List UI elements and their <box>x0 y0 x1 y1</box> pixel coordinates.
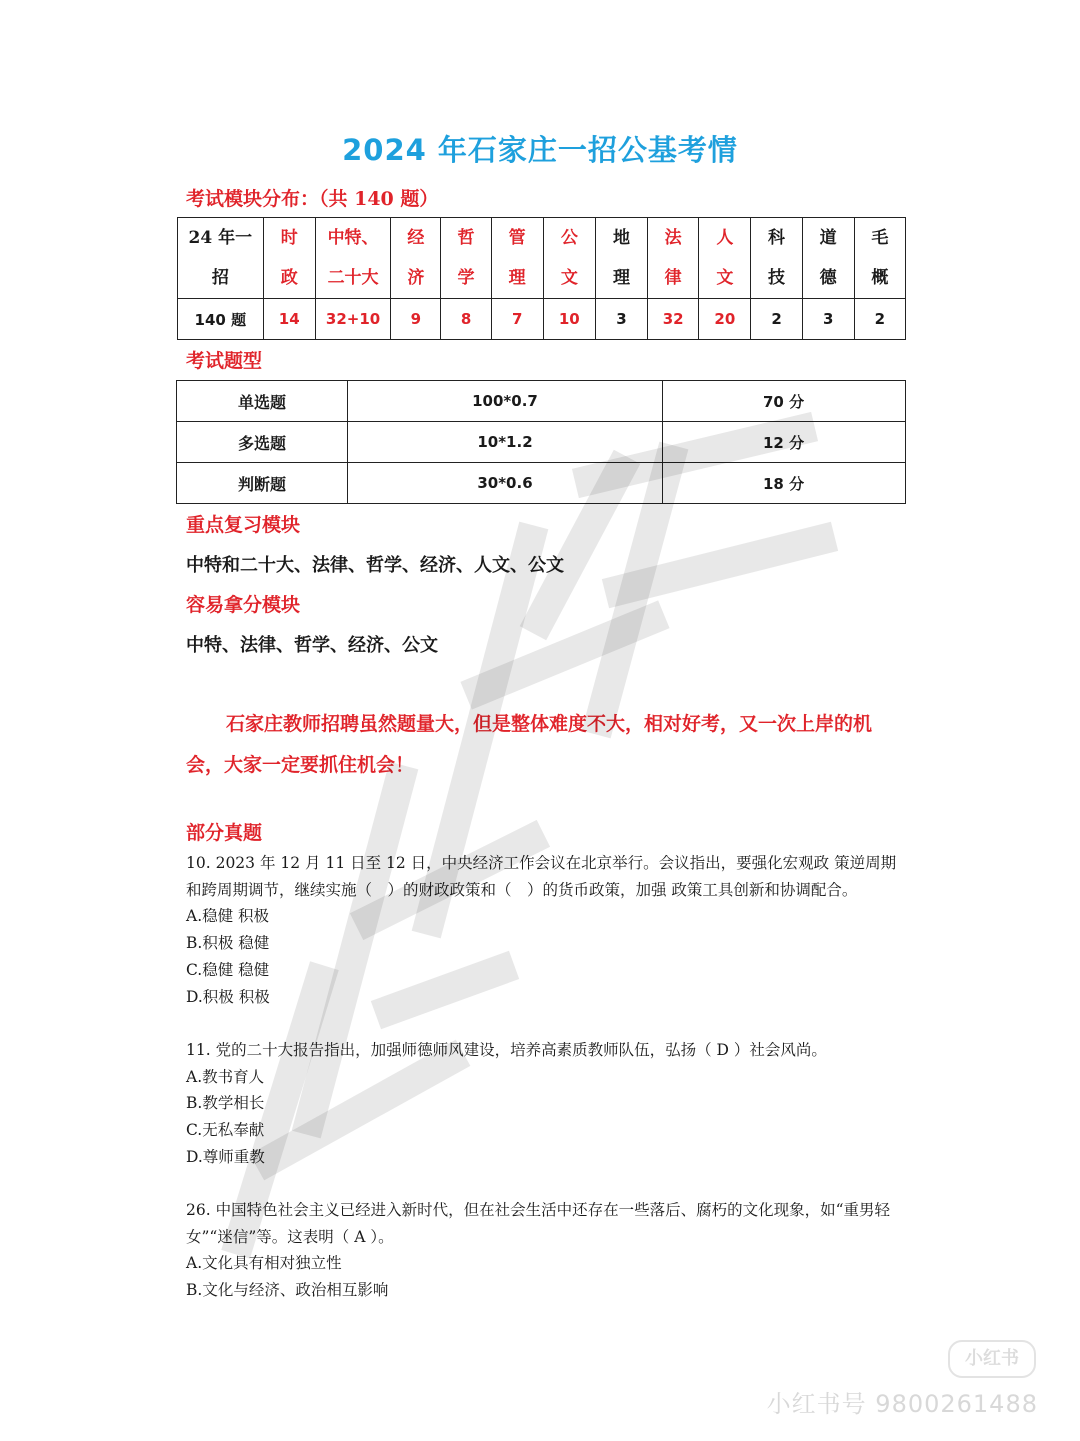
module-cell <box>854 218 905 299</box>
type-score-cell: 18 分 <box>663 463 906 504</box>
module-line: 德 <box>819 268 837 288</box>
question-26 <box>186 1197 898 1304</box>
module-line: 毛 <box>871 228 889 248</box>
type-score-cell: 70 分 <box>663 381 906 422</box>
type-score-cell: 12 分 <box>663 422 906 463</box>
question-option: C.稳健 稳健 <box>186 960 270 979</box>
module-line: 管 <box>508 228 526 248</box>
count-cell: 2 <box>854 299 905 340</box>
count-cell: 10 <box>543 299 595 340</box>
module-cell <box>751 218 802 299</box>
module-line: 法 <box>664 228 682 248</box>
question-11 <box>186 1037 898 1171</box>
section-heading-types: 考试题型 <box>186 350 263 372</box>
module-cell <box>491 218 543 299</box>
module-line: 人 <box>716 228 734 248</box>
table-row <box>177 381 906 422</box>
count-cell: 3 <box>802 299 854 340</box>
count-cell: 7 <box>491 299 543 340</box>
module-line: 科 <box>768 228 786 248</box>
key-modules-text: 中特和二十大、法律、哲学、经济、人文、公文 <box>186 555 564 576</box>
question-stem: 26. 中国特色社会主义已经进入新时代，但在社会生活中还存在一些落后、腐朽的文化现象，如“重男轻女”“迷信”等。这表明（ A ）。 <box>186 1201 891 1246</box>
total-cell: 140 题 <box>178 299 264 340</box>
type-name-cell: 单选题 <box>177 381 348 422</box>
user-id-watermark: 小红书号 9800261488 <box>766 1390 1038 1418</box>
module-cell <box>648 218 699 299</box>
module-line: 文 <box>716 268 734 288</box>
module-line: 理 <box>508 268 526 288</box>
question-option: C.无私奉献 <box>186 1121 265 1140</box>
module-line: 地 <box>612 228 630 248</box>
type-formula-cell: 10*1.2 <box>348 422 663 463</box>
module-line: 概 <box>871 268 889 288</box>
module-line: 政 <box>280 268 298 288</box>
count-cell: 32 <box>648 299 699 340</box>
count-cell: 9 <box>391 299 441 340</box>
question-10 <box>186 850 898 1010</box>
module-line: 中特、 <box>327 228 379 248</box>
table-row <box>177 463 906 504</box>
module-line: 二十大 <box>327 268 379 288</box>
module-line: 学 <box>457 268 475 288</box>
header-line: 24 年一 <box>188 228 253 248</box>
type-name-cell: 判断题 <box>177 463 348 504</box>
type-formula-cell: 100*0.7 <box>348 381 663 422</box>
section-heading-key: 重点复习模块 <box>186 514 301 536</box>
module-cell <box>699 218 751 299</box>
module-cell <box>263 218 315 299</box>
question-type-table <box>176 380 906 504</box>
module-cell <box>543 218 595 299</box>
count-cell: 2 <box>751 299 802 340</box>
module-line: 经 <box>407 228 425 248</box>
module-cell <box>315 218 390 299</box>
module-line: 济 <box>407 268 425 288</box>
module-line: 文 <box>560 268 578 288</box>
module-distribution-table <box>177 217 906 340</box>
question-option: D.尊师重教 <box>186 1147 265 1166</box>
count-cell: 8 <box>441 299 491 340</box>
header-line: 招 <box>211 268 229 288</box>
type-name-cell: 多选题 <box>177 422 348 463</box>
table-row <box>178 218 906 299</box>
encouragement-note: 石家庄教师招聘虽然题量大，但是整体难度不大，相对好考，又一次上岸的机会，大家一定要抓住机会！ <box>186 713 873 776</box>
header-cell <box>178 218 264 299</box>
question-option: A.稳健 积极 <box>186 907 270 926</box>
question-option: B.积极 稳健 <box>186 934 270 953</box>
module-cell <box>595 218 647 299</box>
section-heading-distribution: 考试模块分布：（共 140 题） <box>186 188 439 210</box>
page-title: 2024 年石家庄一招公基考情 <box>342 133 738 167</box>
table-row <box>178 299 906 340</box>
module-line: 哲 <box>457 228 475 248</box>
module-cell <box>802 218 854 299</box>
module-cell <box>391 218 441 299</box>
easy-modules-text: 中特、法律、哲学、经济、公文 <box>186 635 438 656</box>
module-line: 公 <box>560 228 578 248</box>
module-line: 时 <box>280 228 298 248</box>
module-cell <box>441 218 491 299</box>
question-stem: 11. 党的二十大报告指出，加强师德师风建设，培养高素质教师队伍，弘扬（ D ）社会风尚。 <box>186 1041 827 1059</box>
count-cell: 14 <box>263 299 315 340</box>
module-line: 理 <box>612 268 630 288</box>
question-option: A.教书育人 <box>186 1067 265 1086</box>
count-cell: 3 <box>595 299 647 340</box>
question-option: B.文化与经济、政治相互影响 <box>186 1281 389 1300</box>
xiaohongshu-logo: 小红书 <box>948 1340 1036 1378</box>
question-option: A.文化具有相对独立性 <box>186 1254 342 1273</box>
count-cell: 32+10 <box>315 299 390 340</box>
question-option: D.积极 积极 <box>186 987 270 1006</box>
section-heading-real-questions: 部分真题 <box>186 822 263 844</box>
module-line: 技 <box>768 268 786 288</box>
module-line: 律 <box>664 268 682 288</box>
question-stem: 10. 2023 年 12 月 11 日至 12 日，中央经济工作会议在北京举行。会议指出，要强化宏观政 策逆周期和跨周期调节，继续实施（ ）的财政政策和（ ）的货币政策，加强 政策工具创新和协调配合。 <box>186 854 897 899</box>
table-row <box>177 422 906 463</box>
count-cell: 20 <box>699 299 751 340</box>
section-heading-easy: 容易拿分模块 <box>186 594 301 616</box>
type-formula-cell: 30*0.6 <box>348 463 663 504</box>
module-line: 道 <box>819 228 837 248</box>
question-option: B.教学相长 <box>186 1094 265 1113</box>
